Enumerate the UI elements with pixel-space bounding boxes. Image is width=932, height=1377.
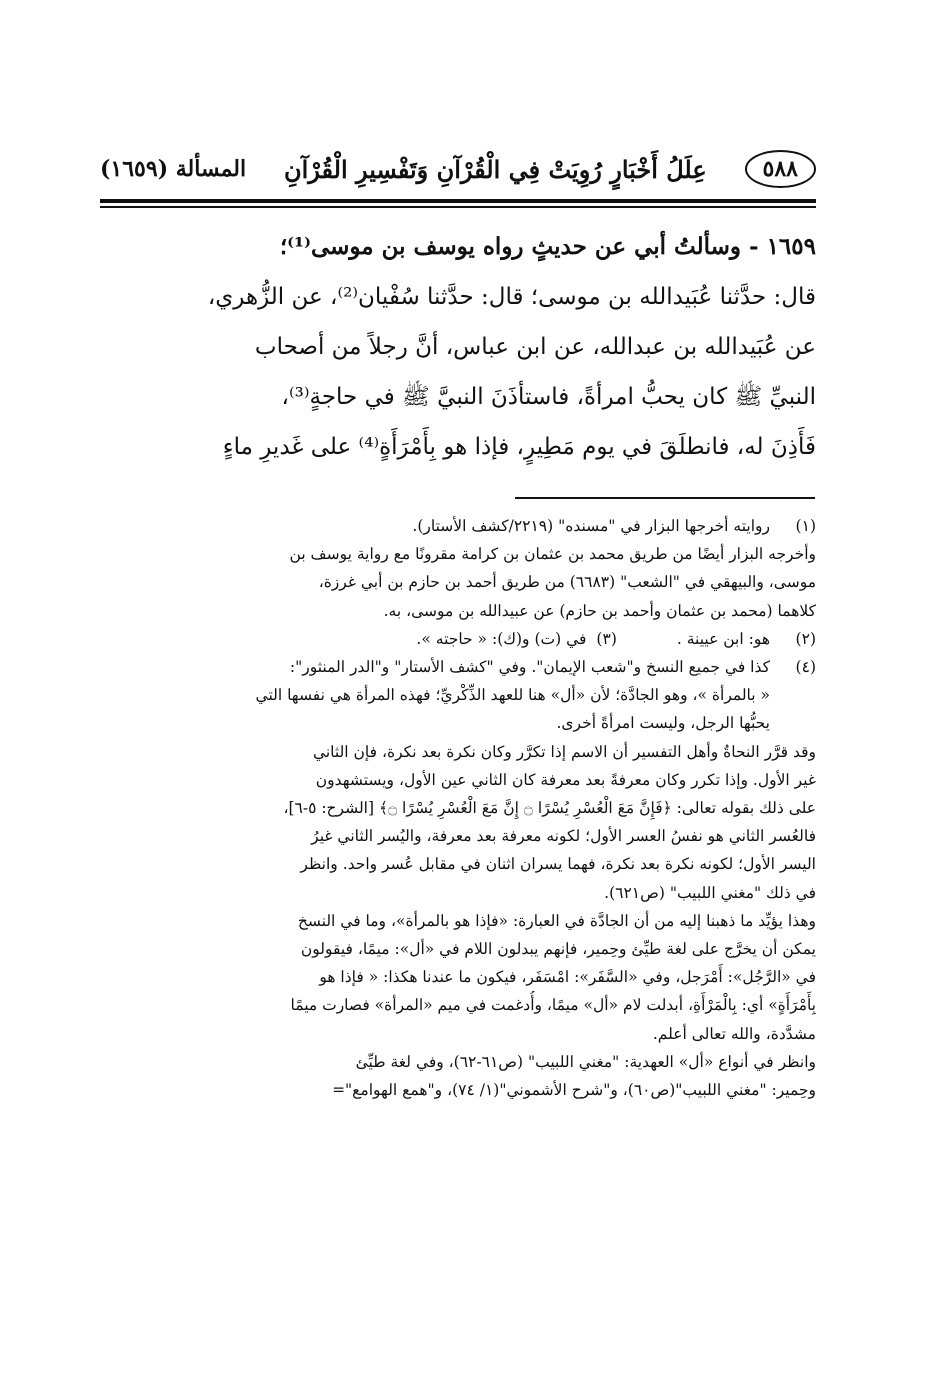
main-line: فَأَذِنَ له، فانطلَقَ في يوم مَطِيرٍ، فإذا هو بِأَمْرَأَةٍ⁽⁴⁾ على غَديرِ ماءٍ xyxy=(222,434,816,460)
footnote-line: يحبُّها الرجل، وليست امرأةً أخرى. xyxy=(556,714,770,733)
footnote-line: مشدَّدة، والله تعالى أعلم. xyxy=(652,1024,816,1043)
footnote-4 xyxy=(100,653,816,1104)
footnote-1 xyxy=(100,512,816,625)
main-line: قال: حدَّثنا عُبَيدالله بن موسى؛ قال: حدَّثنا سُفْيان⁽²⁾، عن الزُّهري، xyxy=(207,284,816,310)
footnote-number: (٣) xyxy=(596,629,617,648)
footnote-line: في ذلك "مغني اللبيب" (ص٦٢١). xyxy=(604,883,816,902)
footnote-line: وأخرجه البزار أيضًا من طريق محمد بن عثمان بن كرامة مقرونًا مع رواية يوسف بن xyxy=(289,545,816,564)
footnote-line: يمكن أن يخرَّج على لغة طيِّئ وحِمير، فإنهم يبدلون اللام في «أل»: ميمًا، فيقولون xyxy=(300,940,816,959)
footnote-line: وقد قرَّر النحاةُ وأهل التفسير أن الاسم إذا تكرَّر وكان نكرة بعد نكرة، فإن الثاني xyxy=(312,742,816,761)
footnote-line: فالعُسر الثاني هو نفسُ العسر الأول؛ لكونه معرفة بعد معرفة، واليُسر الثاني غيرُ xyxy=(311,827,816,846)
footnote-text: في (ت) و(ك): « حاجته ». xyxy=(416,629,587,648)
book-title: عِلَلُ أَخْبَارٍ رُوِيَتْ فِي الْقُرْآنِ وَتَفْسِيرِ الْقُرْآنِ xyxy=(283,154,707,184)
footnote-line: في «الرَّجُل»: أَمْرَجل، وفي «السَّفَر»: امْسَفَر، فيكون ما عندنا هكذا: « فإذا هو xyxy=(319,968,816,987)
footnote-line: كذا في جميع النسخ و"شعب الإيمان". وفي "كشف الأستار" و"الدر المنثور": xyxy=(289,658,770,677)
footnote-separator xyxy=(515,497,815,499)
footnote-number: (٢) xyxy=(795,629,816,648)
footnote-line: على ذلك بقوله تعالى: ﴿فَإِنَّ مَعَ الْعُسْرِ يُسْرًا ۝ إِنَّ مَعَ الْعُسْرِ يُسْرًا ۝﴾ [الشرح: ٥-٦]، xyxy=(283,799,816,818)
footnote-2-3 xyxy=(100,625,816,653)
page-header xyxy=(100,140,816,198)
footnote-line: روايته أخرجها البزار في "مسنده" (٢٢١٩/كشف الأستار). xyxy=(412,517,770,535)
header-rule-thin xyxy=(100,206,816,208)
footnote-line: « بالمرأة »، وهو الجادَّة؛ لأن «أل» هنا للعهد الذِّكْريِّ؛ فهذه المرأة هي نفسها التي xyxy=(255,686,770,705)
footnote-line: اليسر الأول؛ لكونه نكرة بعد نكرة، فهما يسران اثنان في مقابل عُسر واحد. وانظر xyxy=(300,855,816,874)
footnote-line: كلاهما (محمد بن عثمان وأحمد بن حازم) عن عبيدالله بن موسى، به. xyxy=(383,601,816,620)
footnote-line: موسى، والبيهقي في "الشعب" (٦٦٨٣) من طريق أحمد بن حازم بن أبي غرزة، xyxy=(318,573,816,592)
footnote-line: غير الأول. وإذا تكرر وكان معرفةً بعد معرفة كان الثاني عين الأول، ويستشهدون xyxy=(315,770,816,789)
footnote-number: (٤) xyxy=(795,658,816,677)
issue-label: المسألة (١٦٥٩) xyxy=(100,156,247,182)
footnote-text: هو: ابن عيينة . xyxy=(676,629,770,648)
main-line: عن عُبَيدالله بن عبدالله، عن ابن عباس، أنَّ رجلاً من أصحاب xyxy=(254,334,816,360)
footnote-number: (١) xyxy=(795,517,816,535)
footnotes xyxy=(100,512,816,1104)
main-text xyxy=(100,222,816,472)
footnote-line: بِأَمْرَأَةٍ» أي: بِالْمَرْأَةِ، أبدلت لام «أل» ميمًا، وأُدغمت في ميم «المرأة» فصارت ميمًا xyxy=(290,996,816,1015)
footnote-line: وهذا يؤيِّد ما ذهبنا إليه من أن الجادَّة في العبارة: «فإذا هو بالمرأة»، وما في النسخ xyxy=(297,911,816,930)
main-line: ١٦٥٩ - وسألتُ أبي عن حديثٍ رواه يوسف بن موسى⁽¹⁾؛ xyxy=(279,233,816,260)
header-rule-thick xyxy=(100,199,816,203)
footnote-line: وحِمير: "مغني اللبيب"(ص٦٠)، و"شرح الأشموني"(١/ ٧٤)، و"همع الهوامع"= xyxy=(332,1081,816,1100)
footnote-line: وانظر في أنواع «أل» العهدية: "مغني اللبيب" (ص٦١-٦٢)، وفي لغة طيِّئ xyxy=(355,1052,816,1071)
main-line: النبيِّ ﷺ كان يحبُّ امرأةً، فاستأذَنَ النبيَّ ﷺ في حاجةٍ⁽³⁾، xyxy=(281,384,816,410)
page-number: ٥٨٨ xyxy=(745,150,816,188)
